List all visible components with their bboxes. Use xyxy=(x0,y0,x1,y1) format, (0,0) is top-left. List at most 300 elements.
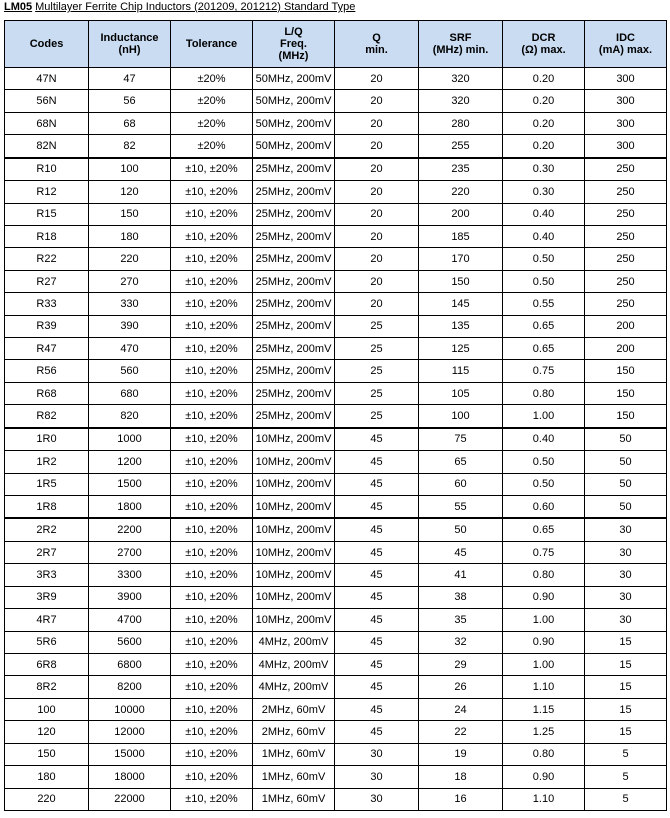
table-cell: 45 xyxy=(335,541,419,563)
table-cell: 250 xyxy=(585,158,667,181)
table-body xyxy=(5,68,667,811)
table-cell: 60 xyxy=(419,473,503,495)
table-cell: 25MHz, 200mV xyxy=(253,158,335,181)
table-cell: 30 xyxy=(335,788,419,810)
table-cell: 4R7 xyxy=(5,609,89,631)
table-cell: 45 xyxy=(335,473,419,495)
table-cell: 25MHz, 200mV xyxy=(253,315,335,337)
table-cell: 320 xyxy=(419,68,503,90)
table-cell: 0.20 xyxy=(503,135,585,158)
table-cell: 45 xyxy=(335,451,419,473)
table-cell: 1800 xyxy=(89,496,171,519)
table-row xyxy=(5,90,667,112)
column-header xyxy=(503,21,585,68)
table-cell: 1MHz, 60mV xyxy=(253,788,335,810)
table-cell: 29 xyxy=(419,653,503,675)
column-header-line: (mA) max. xyxy=(598,44,653,56)
table-cell: 180 xyxy=(89,225,171,247)
table-cell: 1500 xyxy=(89,473,171,495)
table-cell: 30 xyxy=(585,541,667,563)
table-cell: 3R3 xyxy=(5,564,89,586)
table-cell: 0.60 xyxy=(503,496,585,519)
table-cell: 25MHz, 200mV xyxy=(253,293,335,315)
table-cell: ±10, ±20% xyxy=(171,181,253,203)
table-cell: 0.20 xyxy=(503,90,585,112)
table-cell: 4700 xyxy=(89,609,171,631)
table-cell: 560 xyxy=(89,360,171,382)
table-cell: ±10, ±20% xyxy=(171,653,253,675)
table-cell: 25 xyxy=(335,338,419,360)
table-cell: 0.80 xyxy=(503,382,585,404)
table-cell: 2MHz, 60mV xyxy=(253,721,335,743)
table-cell: 0.75 xyxy=(503,360,585,382)
table-cell: 10MHz, 200mV xyxy=(253,451,335,473)
table-cell: R15 xyxy=(5,203,89,225)
table-row xyxy=(5,158,667,181)
table-cell: 50MHz, 200mV xyxy=(253,112,335,134)
column-header-line: DCR xyxy=(531,32,556,44)
table-cell: 5 xyxy=(585,743,667,765)
table-cell: 25MHz, 200mV xyxy=(253,248,335,270)
table-cell: 20 xyxy=(335,68,419,90)
table-cell: 50MHz, 200mV xyxy=(253,68,335,90)
table-cell: ±10, ±20% xyxy=(171,721,253,743)
table-cell: 0.75 xyxy=(503,541,585,563)
table-row xyxy=(5,698,667,720)
table-row xyxy=(5,564,667,586)
table-cell: 6800 xyxy=(89,653,171,675)
column-header-line: Codes xyxy=(29,38,64,50)
table-cell: 2700 xyxy=(89,541,171,563)
table-row xyxy=(5,721,667,743)
table-cell: 200 xyxy=(585,338,667,360)
table-cell: 50 xyxy=(585,473,667,495)
table-cell: 45 xyxy=(335,564,419,586)
table-cell: ±10, ±20% xyxy=(171,698,253,720)
table-cell: 180 xyxy=(5,766,89,788)
table-row xyxy=(5,631,667,653)
table-row xyxy=(5,338,667,360)
table-cell: 1.25 xyxy=(503,721,585,743)
table-cell: 820 xyxy=(89,405,171,428)
table-cell: 1R8 xyxy=(5,496,89,519)
table-cell: 47N xyxy=(5,68,89,90)
table-row xyxy=(5,676,667,698)
table-cell: 5R6 xyxy=(5,631,89,653)
table-cell: 150 xyxy=(585,405,667,428)
table-cell: 20 xyxy=(335,90,419,112)
table-cell: 150 xyxy=(89,203,171,225)
table-cell: 45 xyxy=(335,676,419,698)
table-cell: 30 xyxy=(585,518,667,541)
table-cell: ±10, ±20% xyxy=(171,586,253,608)
table-cell: 680 xyxy=(89,382,171,404)
table-cell: ±20% xyxy=(171,135,253,158)
table-row xyxy=(5,68,667,90)
table-cell: 25MHz, 200mV xyxy=(253,382,335,404)
table-cell: 145 xyxy=(419,293,503,315)
table-cell: 20 xyxy=(335,270,419,292)
table-cell: 1R5 xyxy=(5,473,89,495)
table-cell: 10MHz, 200mV xyxy=(253,586,335,608)
table-cell: 235 xyxy=(419,158,503,181)
table-title xyxy=(0,0,670,15)
table-row xyxy=(5,405,667,428)
table-cell: 250 xyxy=(585,225,667,247)
table-row xyxy=(5,135,667,158)
table-cell: 250 xyxy=(585,248,667,270)
table-cell: ±10, ±20% xyxy=(171,496,253,519)
table-cell: R18 xyxy=(5,225,89,247)
table-cell: 15000 xyxy=(89,743,171,765)
header-row xyxy=(5,21,667,68)
table-cell: ±10, ±20% xyxy=(171,428,253,451)
table-cell: 0.80 xyxy=(503,743,585,765)
table-row xyxy=(5,609,667,631)
series-code: LM05 xyxy=(4,1,33,13)
table-cell: 68N xyxy=(5,112,89,134)
table-cell: 185 xyxy=(419,225,503,247)
table-cell: ±10, ±20% xyxy=(171,518,253,541)
table-cell: 55 xyxy=(419,496,503,519)
table-cell: 10MHz, 200mV xyxy=(253,609,335,631)
table-row xyxy=(5,293,667,315)
column-header-line: Inductance xyxy=(100,32,159,44)
table-row xyxy=(5,766,667,788)
table-cell: 82N xyxy=(5,135,89,158)
table-cell: 2200 xyxy=(89,518,171,541)
table-cell: 20 xyxy=(335,293,419,315)
table-cell: 0.80 xyxy=(503,564,585,586)
table-cell: 45 xyxy=(335,721,419,743)
table-cell: 1.10 xyxy=(503,676,585,698)
table-cell: 20 xyxy=(335,112,419,134)
table-cell: 170 xyxy=(419,248,503,270)
table-cell: 0.20 xyxy=(503,68,585,90)
table-cell: 50 xyxy=(585,451,667,473)
table-cell: 470 xyxy=(89,338,171,360)
table-cell: 10MHz, 200mV xyxy=(253,428,335,451)
table-cell: ±20% xyxy=(171,112,253,134)
table-cell: 22 xyxy=(419,721,503,743)
table-cell: 50 xyxy=(585,428,667,451)
table-cell: 2MHz, 60mV xyxy=(253,698,335,720)
table-cell: 25MHz, 200mV xyxy=(253,225,335,247)
table-cell: 19 xyxy=(419,743,503,765)
table-cell: 220 xyxy=(419,181,503,203)
table-cell: 0.55 xyxy=(503,293,585,315)
column-header-line: Q xyxy=(372,32,381,44)
column-header xyxy=(171,21,253,68)
table-cell: 56N xyxy=(5,90,89,112)
table-cell: ±10, ±20% xyxy=(171,338,253,360)
table-cell: 270 xyxy=(89,270,171,292)
table-cell: 115 xyxy=(419,360,503,382)
table-cell: R22 xyxy=(5,248,89,270)
table-row xyxy=(5,112,667,134)
table-cell: 8R2 xyxy=(5,676,89,698)
column-header xyxy=(335,21,419,68)
table-cell: 45 xyxy=(335,428,419,451)
column-header-line: L/Q xyxy=(284,26,303,38)
table-cell: 45 xyxy=(335,653,419,675)
table-cell: ±10, ±20% xyxy=(171,382,253,404)
table-cell: ±10, ±20% xyxy=(171,158,253,181)
table-row xyxy=(5,743,667,765)
table-cell: 65 xyxy=(419,451,503,473)
table-cell: 10MHz, 200mV xyxy=(253,496,335,519)
table-cell: 47 xyxy=(89,68,171,90)
table-cell: 45 xyxy=(335,518,419,541)
table-cell: ±10, ±20% xyxy=(171,203,253,225)
column-header-line: (MHz) xyxy=(278,50,309,62)
table-cell: R82 xyxy=(5,405,89,428)
table-cell: ±10, ±20% xyxy=(171,766,253,788)
table-cell: 1MHz, 60mV xyxy=(253,743,335,765)
table-cell: 3900 xyxy=(89,586,171,608)
column-header-line: (Ω) max. xyxy=(521,44,566,56)
table-row xyxy=(5,496,667,519)
table-cell: 250 xyxy=(585,181,667,203)
table-row xyxy=(5,541,667,563)
table-cell: R10 xyxy=(5,158,89,181)
table-cell: 16 xyxy=(419,788,503,810)
table-cell: ±20% xyxy=(171,68,253,90)
table-cell: 390 xyxy=(89,315,171,337)
table-cell: ±10, ±20% xyxy=(171,225,253,247)
table-cell: 120 xyxy=(5,721,89,743)
table-cell: 20 xyxy=(335,248,419,270)
table-cell: 0.40 xyxy=(503,203,585,225)
table-cell: 0.50 xyxy=(503,270,585,292)
table-row xyxy=(5,225,667,247)
table-cell: 100 xyxy=(5,698,89,720)
table-cell: 45 xyxy=(335,609,419,631)
table-cell: 20 xyxy=(335,203,419,225)
table-row xyxy=(5,181,667,203)
table-cell: 0.40 xyxy=(503,225,585,247)
table-cell: 0.90 xyxy=(503,766,585,788)
table-row xyxy=(5,473,667,495)
table-cell: 250 xyxy=(585,293,667,315)
table-cell: 1.00 xyxy=(503,609,585,631)
table-cell: 1MHz, 60mV xyxy=(253,766,335,788)
table-cell: ±10, ±20% xyxy=(171,451,253,473)
table-cell: 150 xyxy=(585,360,667,382)
table-cell: 120 xyxy=(89,181,171,203)
table-row xyxy=(5,653,667,675)
table-cell: 45 xyxy=(335,698,419,720)
table-cell: 26 xyxy=(419,676,503,698)
table-cell: 0.50 xyxy=(503,248,585,270)
table-cell: 0.30 xyxy=(503,158,585,181)
table-cell: 0.65 xyxy=(503,338,585,360)
table-cell: 4MHz, 200mV xyxy=(253,676,335,698)
table-cell: R47 xyxy=(5,338,89,360)
table-cell: 0.90 xyxy=(503,586,585,608)
table-cell: 300 xyxy=(585,68,667,90)
table-cell: 45 xyxy=(335,496,419,519)
table-cell: 300 xyxy=(585,135,667,158)
table-row xyxy=(5,203,667,225)
table-cell: 25MHz, 200mV xyxy=(253,270,335,292)
table-cell: ±10, ±20% xyxy=(171,270,253,292)
table-cell: R12 xyxy=(5,181,89,203)
table-cell: 8200 xyxy=(89,676,171,698)
table-cell: 5 xyxy=(585,788,667,810)
table-cell: 4MHz, 200mV xyxy=(253,631,335,653)
table-row xyxy=(5,428,667,451)
table-cell: ±20% xyxy=(171,90,253,112)
table-cell: 25MHz, 200mV xyxy=(253,405,335,428)
table-cell: R39 xyxy=(5,315,89,337)
table-cell: 1.10 xyxy=(503,788,585,810)
table-cell: 0.50 xyxy=(503,473,585,495)
column-header-line: (MHz) min. xyxy=(432,44,489,56)
table-cell: 75 xyxy=(419,428,503,451)
table-cell: 20 xyxy=(335,158,419,181)
table-cell: 1.00 xyxy=(503,653,585,675)
table-row xyxy=(5,518,667,541)
table-cell: 50MHz, 200mV xyxy=(253,135,335,158)
table-cell: 30 xyxy=(335,743,419,765)
table-cell: ±10, ±20% xyxy=(171,315,253,337)
column-header-line: IDC xyxy=(616,32,635,44)
table-cell: 0.90 xyxy=(503,631,585,653)
table-cell: 25MHz, 200mV xyxy=(253,360,335,382)
table-cell: 12000 xyxy=(89,721,171,743)
table-cell: R33 xyxy=(5,293,89,315)
table-cell: 250 xyxy=(585,203,667,225)
table-cell: 150 xyxy=(419,270,503,292)
table-cell: ±10, ±20% xyxy=(171,405,253,428)
table-cell: 30 xyxy=(335,766,419,788)
column-header-line: Freq. xyxy=(280,38,307,50)
table-cell: 25 xyxy=(335,405,419,428)
table-cell: R27 xyxy=(5,270,89,292)
table-row xyxy=(5,451,667,473)
table-cell: 300 xyxy=(585,112,667,134)
table-row xyxy=(5,315,667,337)
table-cell: 82 xyxy=(89,135,171,158)
table-cell: ±10, ±20% xyxy=(171,743,253,765)
table-cell: 135 xyxy=(419,315,503,337)
table-cell: ±10, ±20% xyxy=(171,248,253,270)
table-cell: 10000 xyxy=(89,698,171,720)
table-cell: ±10, ±20% xyxy=(171,541,253,563)
table-cell: ±10, ±20% xyxy=(171,631,253,653)
table-cell: 32 xyxy=(419,631,503,653)
table-cell: 56 xyxy=(89,90,171,112)
table-cell: ±10, ±20% xyxy=(171,564,253,586)
column-header xyxy=(585,21,667,68)
table-row xyxy=(5,788,667,810)
table-cell: ±10, ±20% xyxy=(171,609,253,631)
table-cell: ±10, ±20% xyxy=(171,293,253,315)
column-header-line: min. xyxy=(365,44,388,56)
table-cell: 150 xyxy=(5,743,89,765)
table-cell: 105 xyxy=(419,382,503,404)
table-cell: ±10, ±20% xyxy=(171,788,253,810)
table-cell: 0.65 xyxy=(503,315,585,337)
table-cell: 100 xyxy=(419,405,503,428)
table-cell: 50 xyxy=(419,518,503,541)
table-cell: 150 xyxy=(585,382,667,404)
table-cell: R56 xyxy=(5,360,89,382)
table-cell: 18000 xyxy=(89,766,171,788)
table-cell: 1R0 xyxy=(5,428,89,451)
inductor-spec-table xyxy=(4,20,667,811)
table-cell: 5600 xyxy=(89,631,171,653)
table-cell: 0.30 xyxy=(503,181,585,203)
table-cell: 1.00 xyxy=(503,405,585,428)
table-cell: 20 xyxy=(335,225,419,247)
table-cell: 15 xyxy=(585,653,667,675)
table-cell: 10MHz, 200mV xyxy=(253,518,335,541)
table-cell: 25 xyxy=(335,315,419,337)
table-row xyxy=(5,270,667,292)
table-cell: 200 xyxy=(585,315,667,337)
table-cell: 15 xyxy=(585,721,667,743)
table-cell: 4MHz, 200mV xyxy=(253,653,335,675)
table-cell: 38 xyxy=(419,586,503,608)
table-cell: 3R9 xyxy=(5,586,89,608)
table-cell: 15 xyxy=(585,676,667,698)
column-header-line: SRF xyxy=(449,32,472,44)
table-cell: 50MHz, 200mV xyxy=(253,90,335,112)
table-cell: 15 xyxy=(585,698,667,720)
column-header xyxy=(89,21,171,68)
table-cell: 22000 xyxy=(89,788,171,810)
table-cell: 220 xyxy=(5,788,89,810)
table-cell: 220 xyxy=(89,248,171,270)
table-cell: 45 xyxy=(335,631,419,653)
table-cell: 18 xyxy=(419,766,503,788)
table-cell: 2R2 xyxy=(5,518,89,541)
table-row xyxy=(5,586,667,608)
table-cell: 250 xyxy=(585,270,667,292)
table-cell: 1000 xyxy=(89,428,171,451)
table-cell: 25 xyxy=(335,382,419,404)
column-header xyxy=(253,21,335,68)
table-cell: 25MHz, 200mV xyxy=(253,338,335,360)
table-cell: 5 xyxy=(585,766,667,788)
table-cell: 35 xyxy=(419,609,503,631)
table-cell: 0.40 xyxy=(503,428,585,451)
table-cell: 320 xyxy=(419,90,503,112)
table-cell: 45 xyxy=(335,586,419,608)
table-cell: 68 xyxy=(89,112,171,134)
table-row xyxy=(5,248,667,270)
table-cell: 25MHz, 200mV xyxy=(253,181,335,203)
table-cell: 41 xyxy=(419,564,503,586)
table-cell: 0.50 xyxy=(503,451,585,473)
title-description: Multilayer Ferrite Chip Inductors (201209, 201212) Standard Type xyxy=(35,1,356,13)
table-cell: 20 xyxy=(335,135,419,158)
table-cell: ±10, ±20% xyxy=(171,360,253,382)
table-cell: 1200 xyxy=(89,451,171,473)
table-cell: 10MHz, 200mV xyxy=(253,541,335,563)
table-cell: 20 xyxy=(335,181,419,203)
table-cell: 24 xyxy=(419,698,503,720)
table-cell: 125 xyxy=(419,338,503,360)
table-row xyxy=(5,360,667,382)
table-cell: 10MHz, 200mV xyxy=(253,564,335,586)
table-cell: 15 xyxy=(585,631,667,653)
table-cell: ±10, ±20% xyxy=(171,473,253,495)
table-cell: 6R8 xyxy=(5,653,89,675)
table-cell: R68 xyxy=(5,382,89,404)
